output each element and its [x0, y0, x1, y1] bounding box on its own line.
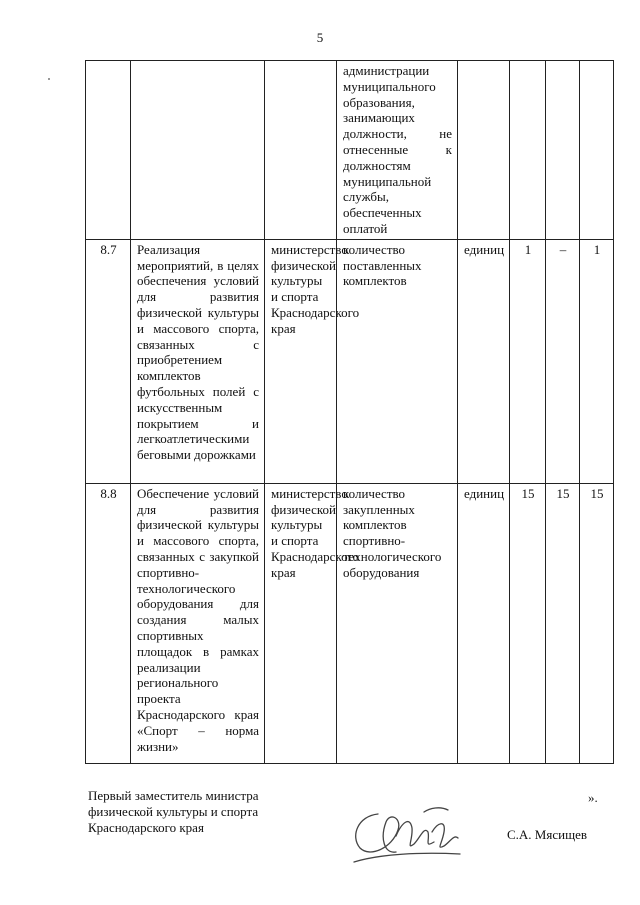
- row-unit: единиц: [458, 483, 510, 763]
- row-number: 8.8: [86, 483, 131, 763]
- table-row: [86, 239, 614, 483]
- row-name: Обеспечение условий для развития физической культуры и массового спорта, связанных с закупкой спортивно-технологического оборудования для создания малых спортивных площадок в рамках реализации регионального проекта Краснодарского края «Спорт – норма жизни»: [131, 483, 265, 763]
- row-number: [86, 61, 131, 240]
- row-number: 8.7: [86, 239, 131, 483]
- row-value-3: [580, 61, 614, 240]
- signer-title-line: физической культуры и спорта: [88, 804, 259, 819]
- row-ministry: [265, 61, 337, 240]
- row-value-2: [546, 61, 580, 240]
- table-row: [86, 61, 614, 240]
- row-unit: единиц: [458, 239, 510, 483]
- row-value-1: 1: [510, 239, 546, 483]
- row-name: [131, 61, 265, 240]
- row-ministry: министерство физической культуры и спорта Краснодарского края: [265, 483, 337, 763]
- row-unit: [458, 61, 510, 240]
- signer-title-line: Первый заместитель министра: [88, 788, 259, 803]
- row-value-2: 15: [546, 483, 580, 763]
- row-indicator: администрации муниципального образования, занимающих должности, не отнесенные к должностям муниципальной службы, обеспеченных оплатой: [337, 61, 458, 240]
- scan-speck: [48, 78, 50, 80]
- closing-quote-mark: ».: [588, 790, 598, 805]
- row-name: Реализация мероприятий, в целях обеспечения условий для развития физической культуры и массового спорта, связанных с приобретением комплектов футбольных полей с искусственным покрытием и легкоатлетическими беговыми дорожками: [131, 239, 265, 483]
- signer-title: [88, 788, 318, 836]
- row-ministry: министерство физической культуры и спорта Краснодарского края: [265, 239, 337, 483]
- row-value-1: [510, 61, 546, 240]
- signer-name: С.А. Мясищев: [507, 827, 587, 842]
- table-row: [86, 483, 614, 763]
- handwritten-signature: [340, 792, 470, 872]
- row-indicator: количество закупленных комплектов спортивно-технологического оборудования: [337, 483, 458, 763]
- row-value-2: –: [546, 239, 580, 483]
- row-value-3: 1: [580, 239, 614, 483]
- row-value-1: 15: [510, 483, 546, 763]
- signer-title-line: Краснодарского края: [88, 820, 204, 835]
- page-number: 5: [316, 30, 324, 45]
- row-value-3: 15: [580, 483, 614, 763]
- row-indicator: количество поставленных комплектов: [337, 239, 458, 483]
- indicators-table: [85, 60, 614, 764]
